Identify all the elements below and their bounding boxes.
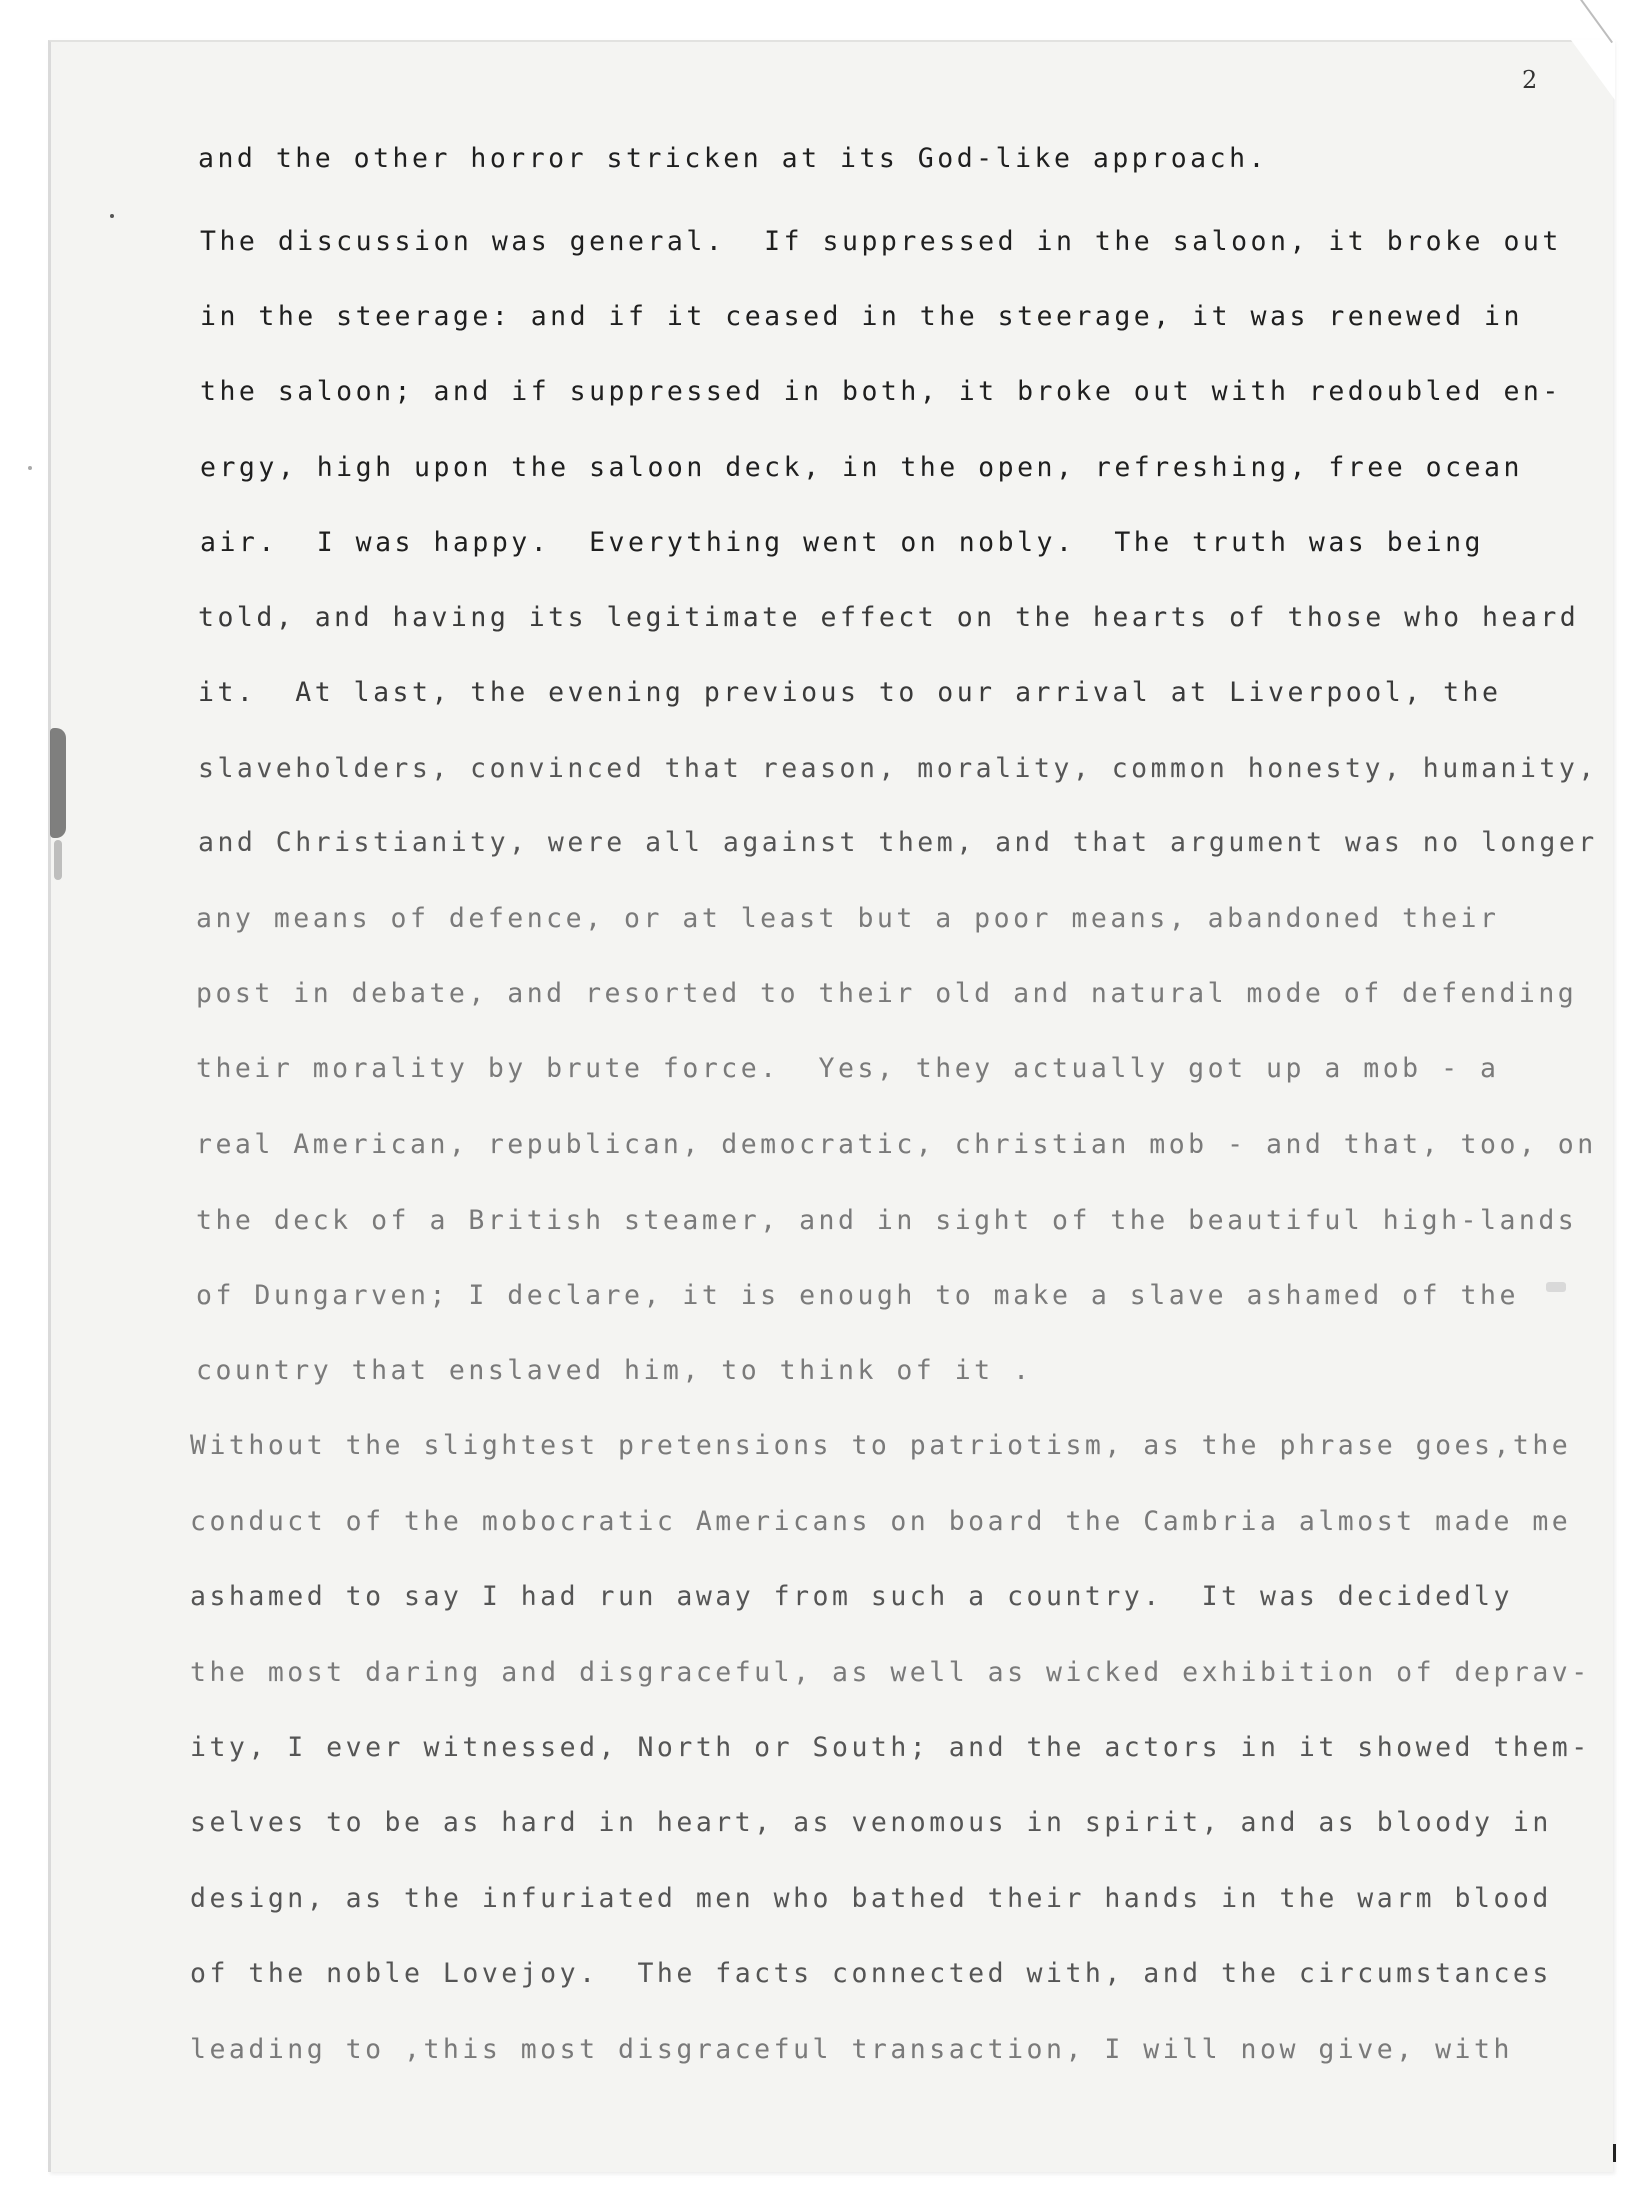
text-line-8: it. At last, the evening previous to our arrival at Liverpool, the	[198, 677, 1502, 708]
text-line-1: and the other horror stricken at its God-like approach.	[198, 143, 1268, 174]
text-line-19: conduct of the mobocratic Americans on board the Cambria almost made me	[190, 1506, 1572, 1537]
text-line-5: ergy, high upon the saloon deck, in the open, refreshing, free ocean	[200, 452, 1523, 483]
text-line-20: ashamed to say I had run away from such a country. It was decidedly	[190, 1581, 1513, 1612]
text-line-11: any means of defence, or at least but a poor means, abandoned their	[196, 903, 1500, 934]
text-line-2: The discussion was general. If suppressed in the saloon, it broke out	[200, 226, 1562, 257]
text-line-4: the saloon; and if suppressed in both, it broke out with redoubled en-	[200, 376, 1562, 407]
text-line-9: slaveholders, convinced that reason, morality, common honesty, humanity,	[198, 753, 1598, 784]
edge-mark	[1613, 2144, 1616, 2162]
margin-dot	[110, 214, 114, 218]
text-line-26: leading to ,this most disgraceful transaction, I will now give, with	[190, 2034, 1513, 2065]
text-line-10: and Christianity, were all against them, and that argument was no longer	[198, 827, 1598, 858]
text-line-21: the most daring and disgraceful, as well as wicked exhibition of deprav-	[190, 1657, 1591, 1688]
paper-sheet	[48, 40, 1613, 2172]
folded-corner	[1571, 40, 1615, 100]
text-line-24: design, as the infuriated men who bathed their hands in the warm blood	[190, 1883, 1552, 1914]
text-line-18: Without the slightest pretensions to patriotism, as the phrase goes,the	[190, 1430, 1572, 1461]
text-line-25: of the noble Lovejoy. The facts connected with, and the circumstances	[190, 1958, 1552, 1989]
margin-dot	[28, 466, 32, 470]
margin-ink-stain	[50, 728, 66, 838]
text-line-17: country that enslaved him, to think of it .	[196, 1355, 1033, 1386]
text-line-23: selves to be as hard in heart, as venomous in spirit, and as bloody in	[190, 1807, 1552, 1838]
page-number: 2	[1522, 66, 1538, 94]
text-line-6: air. I was happy. Everything went on nobly. The truth was being	[200, 527, 1484, 558]
text-line-16: of Dungarven; I declare, it is enough to make a slave ashamed of the	[196, 1280, 1519, 1311]
text-line-13: their morality by brute force. Yes, they actually got up a mob - a	[196, 1053, 1500, 1084]
text-line-15: the deck of a British steamer, and in sight of the beautiful high-lands	[196, 1205, 1578, 1236]
text-line-12: post in debate, and resorted to their old and natural mode of defending	[196, 978, 1578, 1009]
text-line-22: ity, I ever witnessed, North or South; and the actors in it showed them-	[190, 1732, 1591, 1763]
folded-corner-edge	[1578, 0, 1613, 43]
margin-ink-smudge	[54, 840, 62, 880]
paper-speck	[1546, 1282, 1566, 1292]
text-line-14: real American, republican, democratic, christian mob - and that, too, on	[196, 1129, 1597, 1160]
text-line-7: told, and having its legitimate effect on the hearts of those who heard	[198, 602, 1580, 633]
text-line-3: in the steerage: and if it ceased in the steerage, it was renewed in	[200, 301, 1523, 332]
